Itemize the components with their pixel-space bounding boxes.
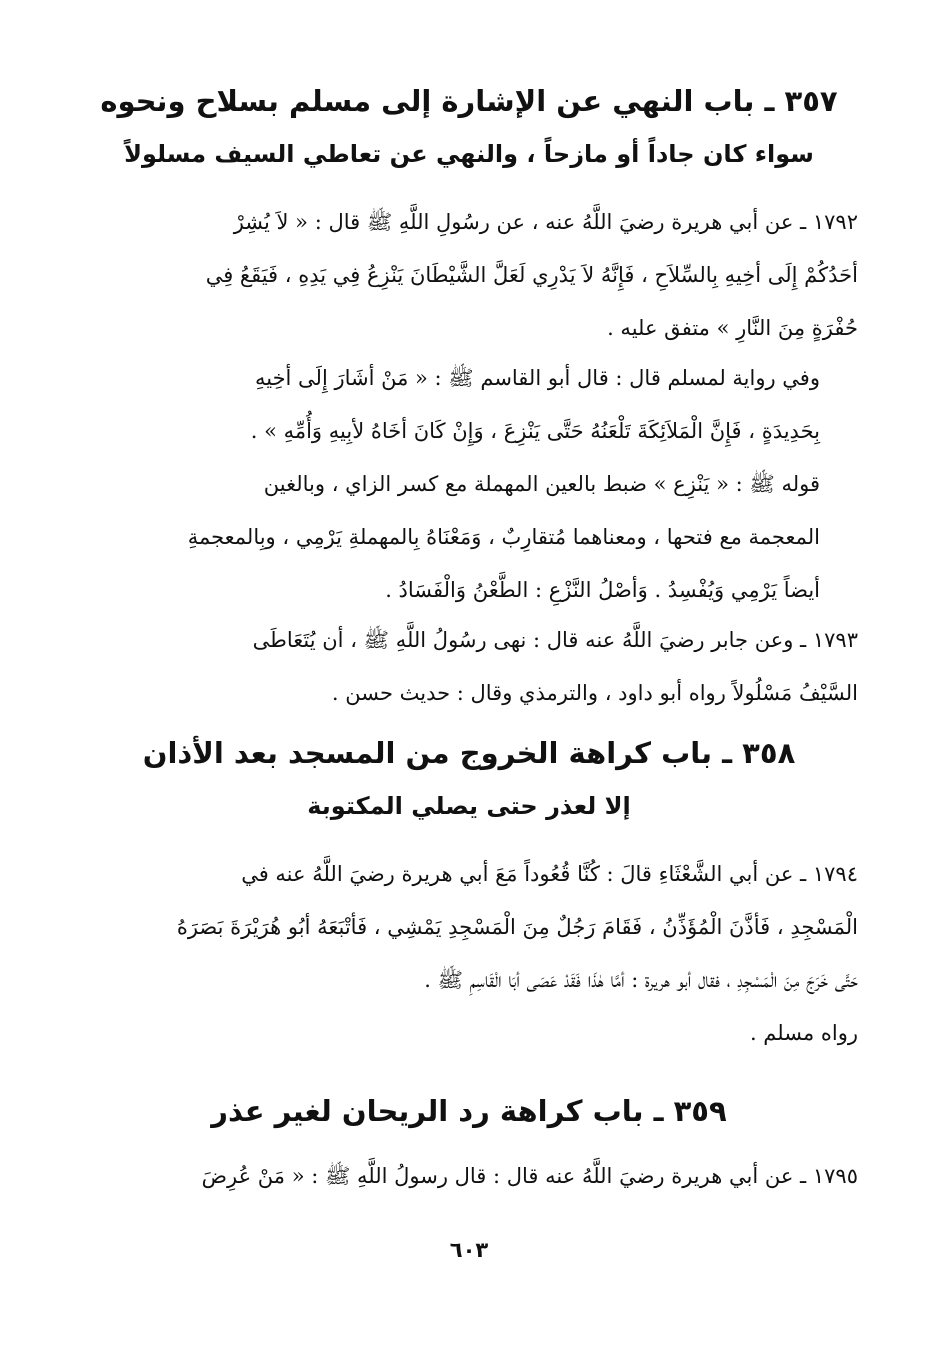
text-line: حُفْرَةٍ مِنَ النَّارِ » متفق عليه . <box>607 316 858 340</box>
text-line: ١٧٩٢ ـ عن أبي هريرة رضيَ اللَّهُ عنه ، عن رسُولِ اللَّهِ ﷺ قال : « لاَ يُشِرْ <box>233 210 858 234</box>
text-line: رواه مسلم . <box>749 1021 858 1045</box>
hadith-1795 <box>110 1150 858 1203</box>
text-line: وفي رواية لمسلم قال : قال أبو القاسم ﷺ : « مَنْ أشَارَ إِلَى أخِيهِ <box>254 366 820 390</box>
text-line: قوله ﷺ : « يَنْزِع » ضبط بالعين المهملة مع كسر الزاي ، وبالغين <box>263 472 820 496</box>
section-357-title: ٣٥٧ ـ باب النهي عن الإشارة إلى مسلم بسلاح ونحوه <box>100 84 838 118</box>
text-line: المعجمة مع فتحها ، ومعناهما مُتقارِبٌ ، وَمَعْنَاهُ بِالمهملةِ يَرْمِي ، وبِالمعجمةِ <box>187 525 820 549</box>
section-357-subtitle: سواء كان جاداً أو مازحاً ، والنهي عن تعاطي السيف مسلولاً <box>124 140 814 168</box>
text-line: أيضاً يَرْمِي وَيُفْسِدُ . وَأصْلُ النَّزْعِ : الطَّعْنُ وَالْفَسَادُ . <box>385 578 820 602</box>
section-359-title: ٣٥٩ ـ باب كراهة رد الريحان لغير عذر <box>211 1094 727 1128</box>
text-line: الْمَسْجِدِ ، فَأذَّنَ الْمُؤَذِّنُ ، فَقَامَ رَجُلٌ مِنَ الْمَسْجِدِ يَمْشِي ، فَأتْبَعَهُ أبُو هُرَيْرَةَ بَصَرَهُ <box>176 915 858 939</box>
explanation-paragraph <box>110 458 858 617</box>
text-line: ١٧٩٥ ـ عن أبي هريرة رضيَ اللَّهُ عنه قال : قال رسولُ اللَّهِ ﷺ : « مَنْ عُرِضَ <box>201 1164 858 1188</box>
text-line: أحَدُكُمْ إِلَى أخِيهِ بِالسِّلاَحِ ، فَإِنَّهُ لاَ يَدْرِي لَعَلَّ الشَّيْطَانَ يَنْزِعُ فِي يَدِهِ ، فَيَقَعُ فِي <box>205 263 858 287</box>
muslim-narration <box>110 352 858 458</box>
page-number: ٦٠٣ <box>449 1238 489 1262</box>
hadith-1792 <box>110 196 858 355</box>
text-line: ١٧٩٤ ـ عن أبي الشَّعْثَاءِ قالَ : كُنَّا قُعُوداً مَعَ أبي هريرة رضيَ اللَّهُ عنه في <box>241 862 858 886</box>
hadith-1793 <box>110 614 858 720</box>
section-358-title: ٣٥٨ ـ باب كراهة الخروج من المسجد بعد الأذان <box>142 736 796 770</box>
text-line: السَّيْفُ مَسْلُولاً رواه أبو داود ، والترمذي وقال : حديث حسن . <box>331 681 858 705</box>
text-line: ١٧٩٣ ـ وعن جابر رضيَ اللَّهُ عنه قال : نهى رسُولُ اللَّهِ ﷺ ، أن يُتَعَاطَى <box>252 628 858 652</box>
text-line: بِحَدِيدَةٍ ، فَإِنَّ الْمَلاَئِكَةَ تَلْعَنُهُ حَتَّى يَنْزِعَ ، وَإِنْ كَانَ أخَاهُ لأبِيهِ وَأُمِّهِ » . <box>250 419 820 443</box>
text-line: حَتَّى خَرَجَ مِنَ الْمَسْجِدِ ، فقال أبو هريرة : أمَّا هٰذَا فَقَدْ عَصَى أبَا الْقَاسِمِ ﷺ . <box>424 968 858 992</box>
section-358-subtitle: إلا لعذر حتى يصلي المكتوبة <box>307 792 631 820</box>
hadith-1794 <box>110 848 858 1060</box>
